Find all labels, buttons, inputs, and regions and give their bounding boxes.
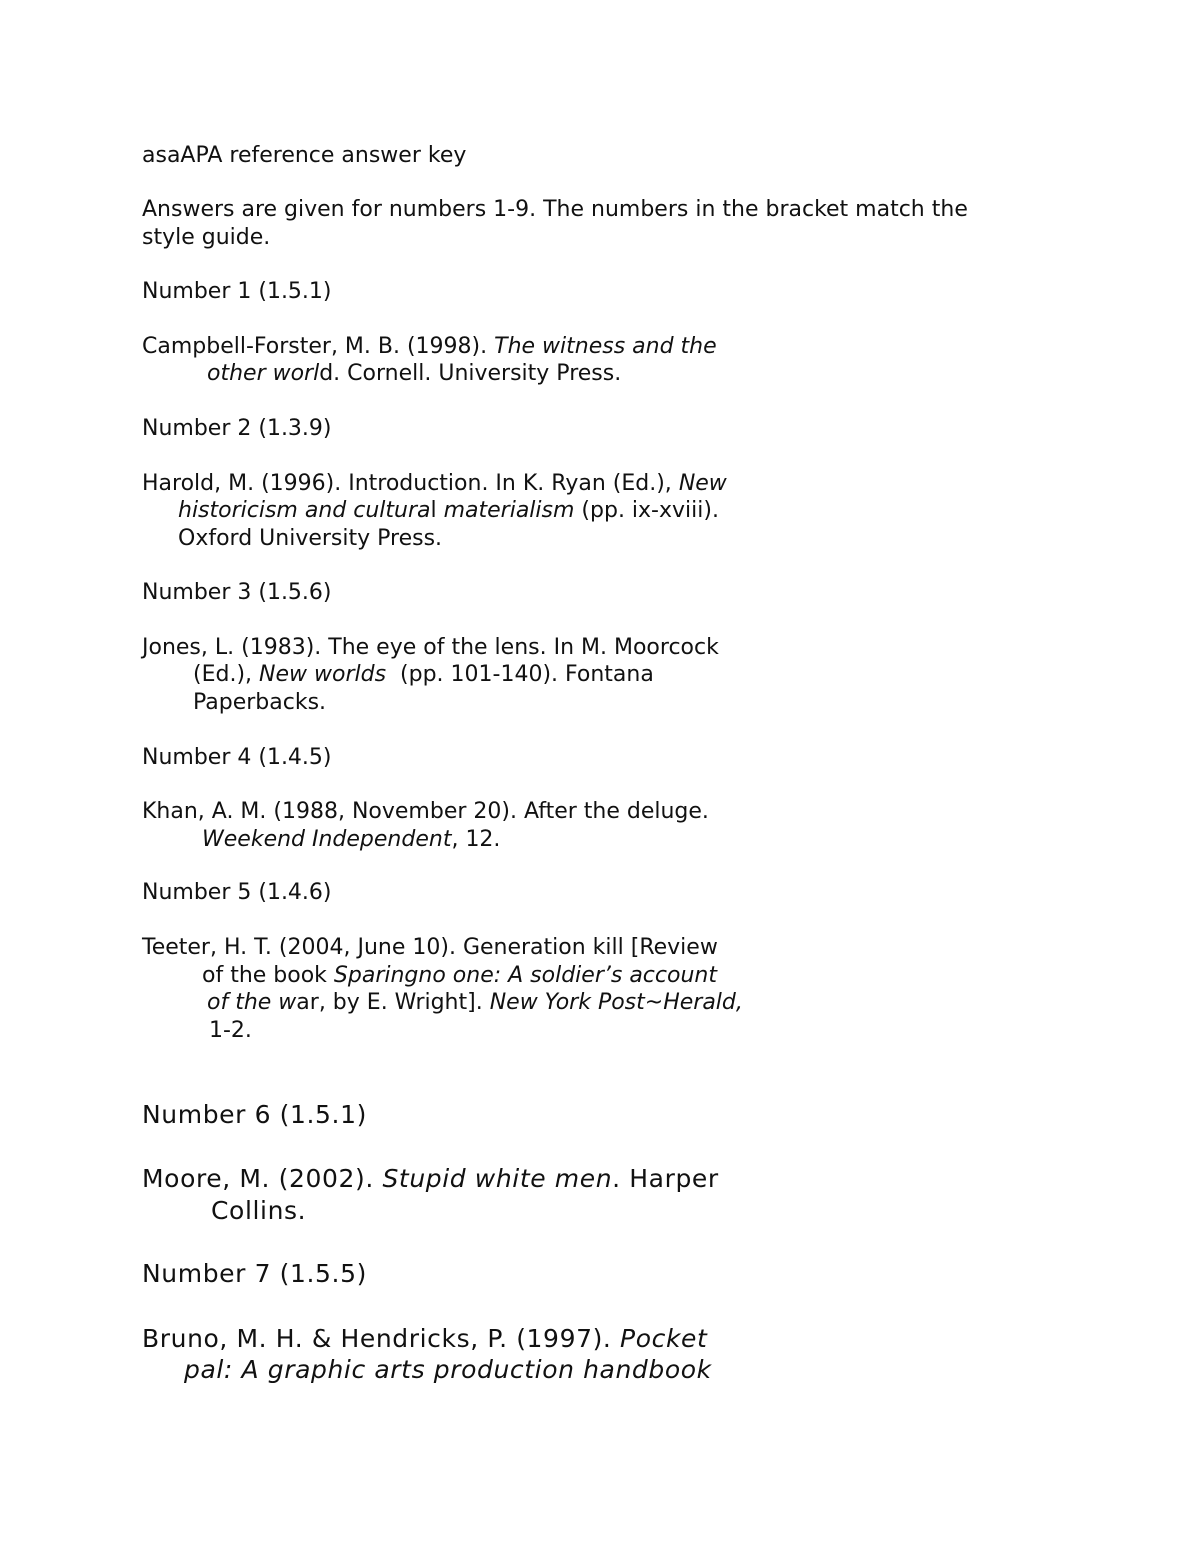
entry-2-heading: Number 2 (1.3.9) — [142, 416, 332, 441]
entry-7-line-1 — [142, 1323, 707, 1355]
entry-1-title-cont: other worl — [207, 361, 320, 386]
entry-3-title: New worlds — [259, 662, 387, 687]
entry-2-line-1 — [142, 470, 727, 498]
entry-4-page: , 12. — [451, 827, 501, 852]
entry-4-line-2 — [202, 826, 500, 854]
entry-2-title: New — [678, 471, 727, 496]
entry-2-pages: (pp. ix-xviii). — [574, 498, 719, 523]
entry-3-pages: (pp. 101-140). Fontana — [386, 662, 654, 687]
entry-1-author: Campbell-Forster, M. B. (1998). — [142, 334, 495, 359]
entry-5-line-4: 1-2. — [209, 1018, 252, 1043]
intro-line-1: Answers are given for numbers 1-9. The numbers in the bracket match the — [142, 197, 968, 222]
entry-1-line-1 — [142, 333, 717, 361]
entry-4-title: Weekend Independent — [202, 827, 452, 852]
entry-1-line-2 — [207, 360, 621, 388]
entry-5-book-intro: of the book — [202, 963, 334, 988]
entry-7-title-cont: pal: A graphic arts production handbook — [184, 1355, 712, 1384]
entry-5-author: ar, by E. Wright]. — [296, 990, 490, 1015]
entry-7-title: Pocket — [620, 1324, 708, 1353]
entry-2-title-break: l — [430, 498, 444, 523]
entry-4-line-1: Khan, A. M. (1988, November 20). After the deluge. — [142, 799, 709, 824]
entry-3-line-3: Paperbacks. — [193, 690, 327, 715]
entry-7-heading: Number 7 (1.5.5) — [142, 1259, 367, 1288]
entry-5-book-title: Sparingno one: A soldier’s account — [333, 963, 717, 988]
entry-7-author: Bruno, M. H. & Hendricks, P. (1997). — [142, 1324, 621, 1353]
entry-4-heading: Number 4 (1.4.5) — [142, 745, 332, 770]
entry-1-heading: Number 1 (1.5.1) — [142, 279, 332, 304]
entry-1-publisher: d. Cornell. University Press. — [319, 361, 622, 386]
entry-3-heading: Number 3 (1.5.6) — [142, 580, 332, 605]
entry-5-book-title-cont: of the w — [207, 990, 297, 1015]
entry-6-publisher: . Harper — [612, 1164, 719, 1193]
entry-7-line-2 — [184, 1354, 712, 1386]
entry-2-title-end: materialism — [443, 498, 575, 523]
entry-3-line-1: Jones, L. (1983). The eye of the lens. In M. Moorcock — [142, 635, 719, 660]
entry-5-line-1: Teeter, H. T. (2004, June 10). Generation kill [Review — [142, 935, 718, 960]
entry-3-line-2 — [193, 661, 654, 689]
entry-5-source: New York Post~Herald, — [489, 990, 743, 1015]
entry-5-heading: Number 5 (1.4.6) — [142, 880, 332, 905]
entry-5-line-3 — [207, 989, 743, 1017]
entry-2-line-3: Oxford University Press. — [178, 526, 443, 551]
entry-6-line-2: Collins. — [211, 1196, 307, 1225]
entry-6-title: Stupid white men — [382, 1164, 613, 1193]
entry-2-author: Harold, M. (1996). Introduction. In K. Ryan (Ed.), — [142, 471, 679, 496]
entry-2-line-2 — [178, 497, 719, 525]
document-title: asaAPA reference answer key — [142, 143, 467, 168]
entry-5-line-2 — [202, 962, 717, 990]
entry-2-title-cont: historicism and cultura — [178, 498, 431, 523]
entry-6-heading: Number 6 (1.5.1) — [142, 1100, 367, 1129]
entry-1-title: The witness and the — [494, 334, 717, 359]
entry-6-line-1 — [142, 1163, 719, 1195]
intro-line-2: style guide. — [142, 225, 271, 250]
entry-6-author: Moore, M. (2002). — [142, 1164, 383, 1193]
entry-3-editor: (Ed.), — [193, 662, 260, 687]
